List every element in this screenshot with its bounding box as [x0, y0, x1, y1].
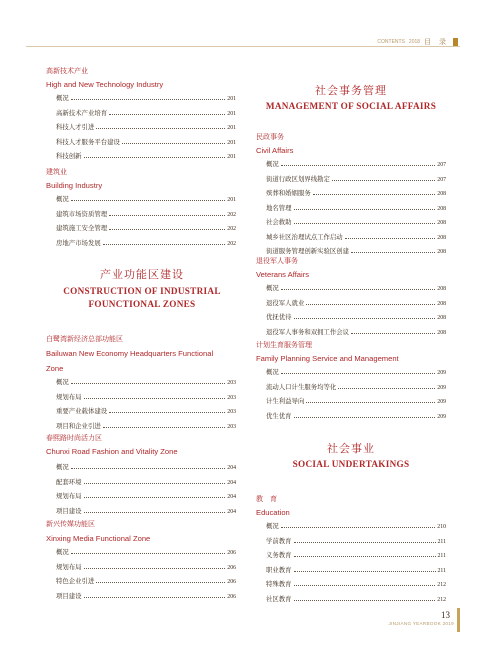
toc-entry-title: 概况: [266, 160, 279, 168]
toc-entry-title: 规划布局: [56, 392, 82, 401]
toc-entry-page: 211: [437, 567, 446, 574]
toc-leader-dots: [71, 200, 226, 201]
toc-leader-dots: [96, 128, 225, 129]
toc-entry[interactable]: [266, 535, 446, 545]
toc-entry-page: 209: [437, 399, 446, 405]
part-title-en: FOUNCTIONAL ZONES: [88, 299, 196, 309]
toc-entry-page: 204: [227, 508, 236, 515]
header-cn-title: 目 录: [424, 39, 449, 46]
section-title-en: Xinxing Media Functional Zone: [46, 534, 151, 543]
toc-entry[interactable]: [266, 549, 446, 559]
toc-leader-dots: [294, 600, 436, 601]
toc-leader-dots: [103, 244, 226, 245]
toc-entry[interactable]: [266, 216, 446, 226]
toc-leader-dots: [306, 304, 435, 305]
toc-entry-page: 209: [437, 370, 446, 376]
toc-entry-title: 建筑市场资质管理: [56, 209, 108, 218]
toc-entry-page: 207: [437, 162, 446, 168]
toc-leader-dots: [71, 553, 226, 554]
toc-entry-page: 201: [227, 139, 236, 146]
toc-entry[interactable]: [266, 520, 446, 530]
toc-entry[interactable]: [266, 410, 446, 420]
toc-entry-title: 职业教育: [266, 565, 292, 574]
toc-entry-title: 退役军人事务和双拥工作会议: [266, 327, 350, 336]
toc-entry-page: 202: [227, 211, 236, 218]
section-title-cn: 民政事务: [256, 133, 284, 141]
toc-entry-page: 210: [437, 524, 446, 530]
toc-entry[interactable]: [56, 405, 236, 415]
toc-entry-title: 地名管理: [266, 203, 292, 212]
toc-entry-page: 206: [227, 579, 236, 585]
toc-entry[interactable]: [266, 158, 446, 168]
toc-leader-dots: [345, 238, 436, 239]
toc-leader-dots: [281, 373, 436, 374]
toc-leader-dots: [306, 402, 435, 403]
toc-entry-page: 204: [227, 479, 236, 486]
toc-entry-page: 203: [227, 380, 236, 386]
toc-leader-dots: [294, 223, 436, 224]
toc-entry[interactable]: [266, 297, 446, 307]
toc-entry-title: 规划布局: [56, 562, 82, 571]
toc-entry-title: 房地产市场发展: [56, 238, 101, 247]
toc-entry-page: 202: [227, 226, 236, 232]
toc-entry-title: 街道服务管理创新实验区创建: [266, 247, 350, 255]
toc-entry-page: 201: [227, 96, 236, 102]
toc-entry-title: 学前教育: [266, 536, 292, 545]
toc-entry-page: 201: [227, 125, 236, 131]
toc-entry-title: 优生优育: [266, 411, 292, 420]
toc-entry-page: 208: [437, 191, 446, 197]
toc-entry-title: 概况: [266, 368, 279, 376]
toc-leader-dots: [71, 468, 226, 469]
toc-entry-page: 203: [227, 423, 236, 430]
toc-entry[interactable]: [56, 208, 236, 218]
toc-entry[interactable]: [56, 92, 236, 102]
toc-entry[interactable]: [266, 282, 446, 292]
part-title-en: MANAGEMENT OF SOCIAL AFFAIRS: [265, 101, 437, 111]
toc-leader-dots: [109, 412, 225, 413]
section-title-cn: 白鹭湾新经济总部功能区: [46, 335, 123, 343]
section-title-cn: 新兴传媒功能区: [46, 520, 95, 528]
part-title-cn: 产业功能区建设: [100, 268, 184, 281]
toc-leader-dots: [122, 143, 225, 144]
toc-entry[interactable]: [266, 245, 446, 255]
toc-entry[interactable]: [56, 561, 236, 571]
toc-entry[interactable]: [266, 326, 446, 336]
toc-leader-dots: [294, 585, 436, 586]
toc-entry[interactable]: [266, 173, 446, 183]
header-year: 2018: [408, 39, 421, 45]
toc-leader-dots: [351, 252, 435, 253]
toc-entry-title: 重要产业载体建设: [56, 407, 108, 415]
section-title-en: Veterans Affairs: [256, 270, 310, 279]
toc-entry-title: 概况: [56, 195, 69, 203]
running-header: [377, 37, 458, 47]
toc-entry[interactable]: [56, 222, 236, 232]
footer-yearbook-title: JINJIANG YEARBOOK 2019: [388, 621, 454, 626]
toc-entry[interactable]: [56, 590, 236, 600]
toc-entry-page: 201: [227, 154, 236, 160]
toc-leader-dots: [96, 582, 225, 583]
toc-entry-title: 项目建设: [56, 591, 82, 600]
toc-entry[interactable]: [56, 136, 236, 146]
toc-entry-title: 街道行政区划界线勘定: [266, 174, 330, 183]
toc-leader-dots: [294, 556, 436, 557]
toc-leader-dots: [103, 427, 226, 428]
part-title-en: SOCIAL UNDERTAKINGS: [292, 459, 410, 469]
toc-entry-title: 概况: [56, 94, 69, 102]
section-title-cn: 退役军人事务: [256, 257, 298, 265]
toc-entry-title: 概况: [56, 463, 69, 471]
toc-entry-page: 208: [437, 249, 446, 255]
section-title-cn: 高新技术产业: [46, 67, 88, 75]
toc-entry-title: 项目和企业引进: [56, 421, 101, 430]
toc-entry-title: 城乡社区治理试点工作启动: [266, 232, 343, 241]
part-title-cn: 社会事业: [327, 442, 375, 455]
toc-entry-title: 项目建设: [56, 506, 82, 515]
toc-entry[interactable]: [266, 593, 446, 603]
toc-leader-dots: [84, 483, 226, 484]
toc-entry-page: 201: [227, 110, 236, 117]
toc-leader-dots: [71, 99, 226, 100]
toc-entry-page: 202: [227, 240, 236, 247]
toc-entry[interactable]: [266, 578, 446, 588]
toc-leader-dots: [84, 568, 226, 569]
toc-entry-title: 义务教育: [266, 551, 292, 559]
toc-entry-page: 201: [227, 197, 236, 203]
footer-accent-bar: [457, 608, 460, 632]
toc-entry[interactable]: [266, 231, 446, 241]
section-title-en: Education: [256, 508, 290, 517]
toc-entry-page: 212: [437, 582, 446, 588]
toc-leader-dots: [109, 229, 225, 230]
toc-leader-dots: [84, 512, 226, 513]
toc-entry-page: 206: [227, 564, 236, 571]
section-title-cn: 建筑业: [46, 168, 67, 176]
toc-entry-title: 特色企业引进: [56, 577, 95, 585]
toc-entry[interactable]: [266, 187, 446, 197]
toc-leader-dots: [338, 388, 435, 389]
page-number: 13: [441, 610, 450, 620]
toc-entry[interactable]: [56, 546, 236, 556]
toc-entry-page: 208: [437, 329, 446, 336]
part-title-en: CONSTRUCTION OF INDUSTRIAL: [63, 286, 221, 296]
section-title-en: Family Planning Service and Management: [256, 354, 399, 363]
section-title-en: Civil Affairs: [256, 146, 294, 155]
toc-entry[interactable]: [56, 237, 236, 247]
toc-entry-title: 退役军人就业: [266, 298, 305, 307]
toc-entry-page: 211: [437, 553, 446, 559]
toc-entry[interactable]: [266, 311, 446, 321]
toc-entry-page: 206: [227, 593, 236, 600]
section-title-en: High and New Technology Industry: [46, 80, 164, 89]
toc-entry-title: 科技创新: [56, 152, 82, 160]
toc-entry-title: 概况: [56, 548, 69, 556]
toc-entry-title: 殡葬和婚姻服务: [266, 189, 311, 197]
toc-entry-page: 209: [437, 413, 446, 420]
toc-entry-title: 高新技术产业培育: [56, 108, 108, 117]
toc-entry-title: 优抚优待: [266, 313, 292, 321]
toc-entry[interactable]: [266, 564, 446, 574]
toc-leader-dots: [351, 333, 435, 334]
toc-entry-page: 203: [227, 409, 236, 415]
toc-entry[interactable]: [56, 461, 236, 471]
toc-entry[interactable]: [56, 391, 236, 401]
section-title-cn: 春熙路时尚活力区: [46, 434, 102, 442]
toc-leader-dots: [294, 318, 436, 319]
header-contents: CONTENTS: [377, 39, 405, 45]
toc-leader-dots: [109, 114, 225, 115]
toc-entry-title: 建筑施工安全管理: [56, 224, 108, 232]
toc-leader-dots: [84, 497, 226, 498]
toc-entry-title: 科技人才引进: [56, 123, 95, 131]
toc-entry-title: 概况: [56, 378, 69, 386]
toc-entry-title: 计生利益导向: [266, 397, 305, 405]
toc-entry-title: 规划布局: [56, 492, 82, 500]
toc-entry[interactable]: [266, 202, 446, 212]
toc-entry-title: 社会救助: [266, 218, 292, 226]
section-title-en: Building Industry: [46, 181, 103, 190]
toc-leader-dots: [294, 417, 436, 418]
section-title-cn: 计划生育服务管理: [256, 341, 312, 349]
toc-entry-title: 概况: [266, 284, 279, 292]
toc-entry-page: 211: [437, 538, 446, 545]
toc-entry-page: 209: [437, 384, 446, 391]
toc-entry-page: 208: [437, 220, 446, 226]
toc-entry-page: 203: [227, 394, 236, 401]
toc-entry-title: 配套环境: [56, 477, 82, 486]
toc-leader-dots: [109, 215, 225, 216]
toc-entry[interactable]: [266, 381, 446, 391]
header-mark-icon: [453, 38, 458, 46]
toc-entry-title: 社区教育: [266, 594, 292, 603]
toc-entry[interactable]: [56, 150, 236, 160]
section-title-en: Zone: [46, 364, 64, 373]
toc-entry[interactable]: [56, 121, 236, 131]
toc-entry[interactable]: [56, 490, 236, 500]
toc-entry-page: 208: [437, 205, 446, 212]
toc-leader-dots: [84, 157, 226, 158]
toc-leader-dots: [84, 398, 226, 399]
toc-entry-title: 特殊教育: [266, 580, 292, 588]
part-title-cn: 社会事务管理: [315, 84, 387, 97]
toc-entry-page: 207: [437, 176, 446, 183]
toc-entry[interactable]: [56, 575, 236, 585]
toc-leader-dots: [71, 383, 226, 384]
section-title-en: Bailuwan New Economy Headquarters Functional: [46, 349, 214, 358]
toc-entry-page: 208: [437, 300, 446, 307]
toc-leader-dots: [294, 542, 436, 543]
toc-leader-dots: [281, 165, 436, 166]
toc-entry[interactable]: [56, 476, 236, 486]
toc-leader-dots: [294, 571, 436, 572]
toc-entry[interactable]: [266, 395, 446, 405]
section-title-cn: 教 育: [256, 495, 277, 503]
toc-leader-dots: [281, 289, 436, 290]
toc-entry-title: 科技人才服务平台建设: [56, 137, 120, 146]
toc-entry-page: 208: [437, 286, 446, 292]
toc-entry-title: 流动人口计生服务均等化: [266, 382, 337, 391]
toc-entry-page: 208: [437, 234, 446, 241]
toc-entry[interactable]: [56, 193, 236, 203]
toc-entry-page: 208: [437, 315, 446, 321]
toc-entry-page: 212: [437, 596, 446, 603]
toc-entry[interactable]: [56, 505, 236, 515]
toc-leader-dots: [84, 597, 226, 598]
toc-entry[interactable]: [56, 376, 236, 386]
toc-leader-dots: [281, 527, 436, 528]
toc-entry[interactable]: [266, 366, 446, 376]
toc-entry[interactable]: [56, 420, 236, 430]
toc-entry-title: 概况: [266, 522, 279, 530]
toc-entry[interactable]: [56, 107, 236, 117]
toc-entry-page: 204: [227, 494, 236, 500]
section-title-en: Chunxi Road Fashion and Vitality Zone: [46, 447, 178, 456]
toc-entry-page: 204: [227, 465, 236, 471]
toc-leader-dots: [332, 180, 435, 181]
toc-leader-dots: [313, 194, 436, 195]
toc-entry-page: 206: [227, 550, 236, 556]
toc-leader-dots: [294, 209, 436, 210]
